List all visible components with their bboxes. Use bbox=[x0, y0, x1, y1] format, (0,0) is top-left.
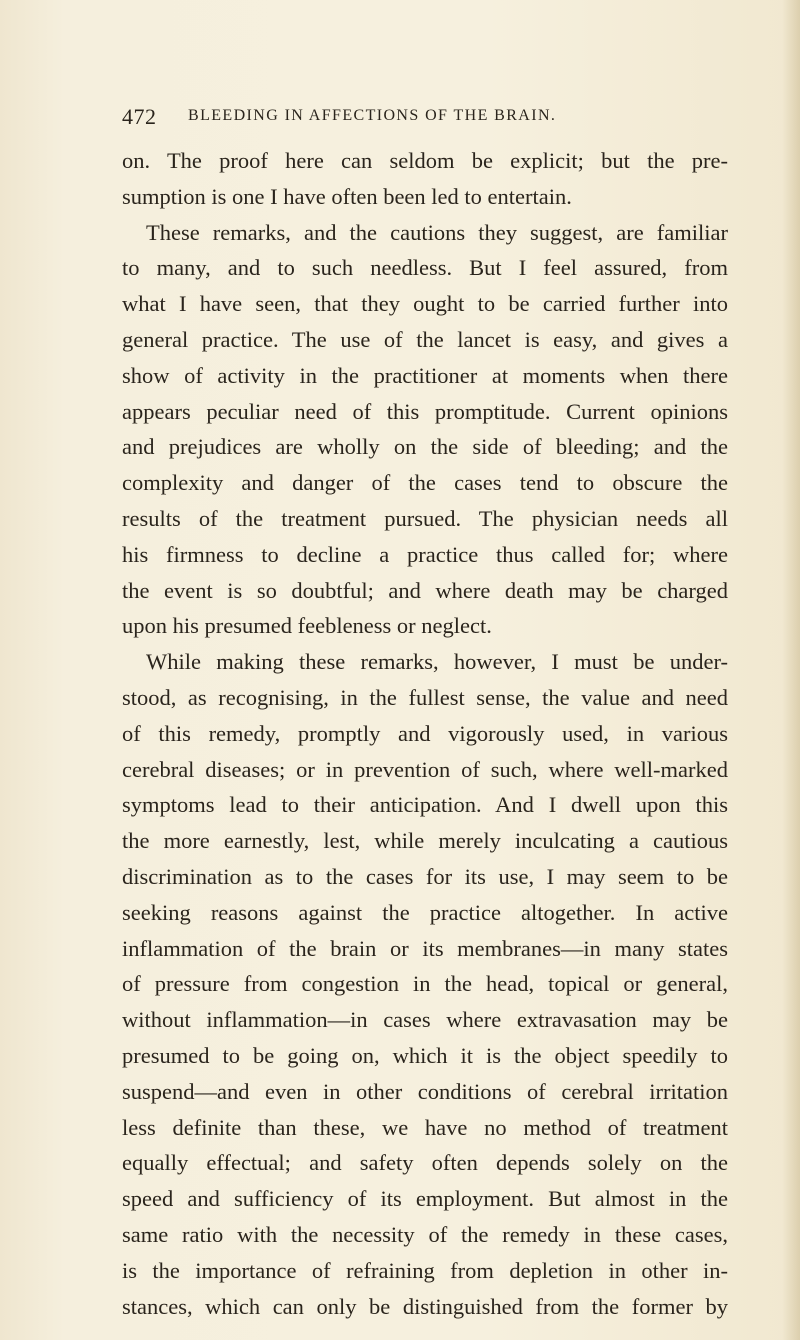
text-line: less definite than these, we have no method of treatment bbox=[122, 1114, 728, 1140]
running-head: BLEEDING IN AFFECTIONS OF THE BRAIN. bbox=[188, 107, 557, 124]
text-line: suspend—and even in other conditions of cerebral irritation bbox=[122, 1078, 728, 1104]
text-line: stood, as recognising, in the fullest sense, the value and need bbox=[122, 684, 728, 710]
text-line: without inflammation—in cases where extravasation may be bbox=[122, 1007, 728, 1033]
text-line: the more earnestly, lest, while merely inculcating a cautious bbox=[122, 828, 728, 854]
text-line: what I have seen, that they ought to be carried further into bbox=[122, 291, 728, 317]
text-line: the event is so doubtful; and where death may be charged bbox=[122, 577, 728, 603]
text-line: complexity and danger of the cases tend to obscure the bbox=[122, 470, 728, 496]
text-line: stances, which can only be distinguished from the former by bbox=[122, 1293, 728, 1319]
text-line: sumption is one I have often been led to entertain. bbox=[122, 183, 572, 209]
text-line: of pressure from congestion in the head, topical or general, bbox=[122, 971, 728, 997]
text-line: cerebral diseases; or in prevention of such, where well-marked bbox=[122, 756, 728, 782]
text-line: discrimination as to the cases for its use, I may seem to be bbox=[122, 863, 728, 889]
page-edge-shadow bbox=[782, 0, 800, 1340]
text-line: show of activity in the practitioner at moments when there bbox=[122, 362, 728, 388]
text-line: speed and sufficiency of its employment. But almost in the bbox=[122, 1186, 728, 1212]
body-text bbox=[122, 143, 728, 1324]
page-number: 472 bbox=[122, 104, 157, 129]
text-line: seeking reasons against the practice altogether. In active bbox=[122, 899, 728, 925]
text-line: upon his presumed feebleness or neglect. bbox=[122, 613, 492, 639]
text-line: of this remedy, promptly and vigorously used, in various bbox=[122, 720, 728, 746]
text-line: While making these remarks, however, I must be under- bbox=[146, 649, 728, 675]
text-line: to many, and to such needless. But I feel assured, from bbox=[122, 255, 728, 281]
text-line: inflammation of the brain or its membranes—in many states bbox=[122, 935, 728, 961]
text-line: These remarks, and the cautions they suggest, are familiar bbox=[146, 219, 728, 245]
text-line: equally effectual; and safety often depends solely on the bbox=[122, 1150, 728, 1176]
text-line: and prejudices are wholly on the side of bleeding; and the bbox=[122, 434, 728, 460]
text-line: presumed to be going on, which it is the object speedily to bbox=[122, 1042, 728, 1068]
text-line: his firmness to decline a practice thus called for; where bbox=[122, 541, 728, 567]
text-line: on. The proof here can seldom be explicit; but the pre- bbox=[122, 148, 728, 173]
text-line: same ratio with the necessity of the remedy in these cases, bbox=[122, 1221, 728, 1247]
page-header bbox=[122, 104, 722, 132]
text-line: general practice. The use of the lancet is easy, and gives a bbox=[122, 326, 728, 352]
text-line: symptoms lead to their anticipation. And I dwell upon this bbox=[122, 792, 728, 818]
text-line: results of the treatment pursued. The physician needs all bbox=[122, 505, 728, 531]
text-line: appears peculiar need of this promptitude. Current opinions bbox=[122, 398, 728, 424]
text-line: is the importance of refraining from depletion in other in- bbox=[122, 1257, 728, 1283]
